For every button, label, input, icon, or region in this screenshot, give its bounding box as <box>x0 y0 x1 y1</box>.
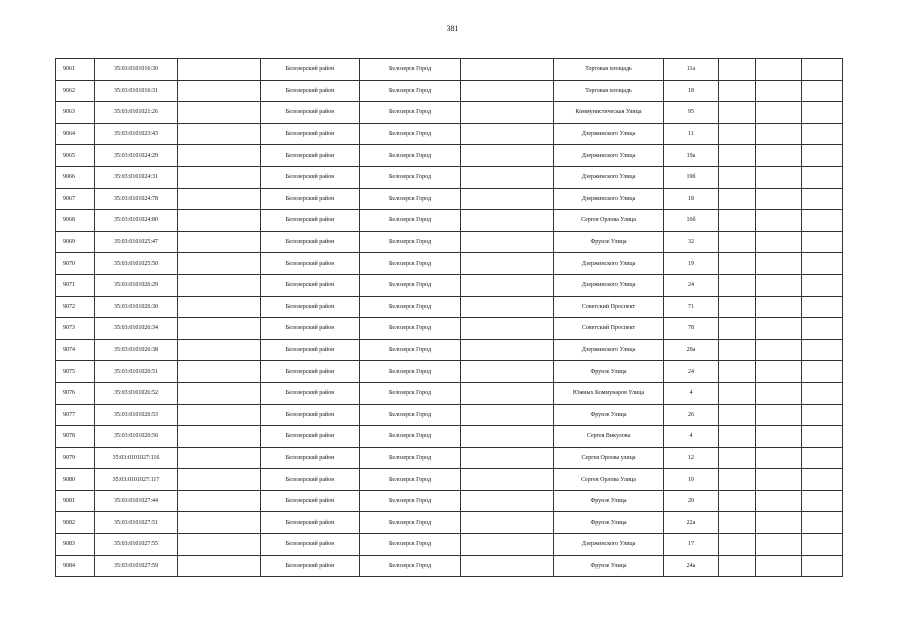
empty-cell <box>756 426 802 448</box>
empty-cell <box>461 447 554 469</box>
locality-cell: Белозерск Город <box>360 382 461 404</box>
locality-cell: Белозерск Город <box>360 426 461 448</box>
cadastral-number-cell: 35:03:0101027:59 <box>95 555 178 577</box>
empty-cell <box>719 339 756 361</box>
street-cell: Южных Коммунаров Улица <box>554 382 664 404</box>
cadastral-number-cell: 35:03:0101016:30 <box>95 59 178 81</box>
empty-cell <box>756 339 802 361</box>
empty-cell <box>461 145 554 167</box>
street-cell: Фрунзе Улица <box>554 555 664 577</box>
empty-cell <box>461 296 554 318</box>
empty-cell <box>802 469 843 491</box>
empty-cell <box>178 382 261 404</box>
row-number-cell: 9061 <box>56 59 95 81</box>
row-number-cell: 9084 <box>56 555 95 577</box>
house-number-cell: 24 <box>664 361 719 383</box>
locality-cell: Белозерск Город <box>360 253 461 275</box>
empty-cell <box>178 361 261 383</box>
district-cell: Белозерский район <box>261 318 360 340</box>
district-cell: Белозерский район <box>261 361 360 383</box>
table-row <box>56 469 843 491</box>
street-cell: Коммунистическая Улица <box>554 102 664 124</box>
locality-cell: Белозерск Город <box>360 59 461 81</box>
cadastral-number-cell: 35:03:0101027:51 <box>95 512 178 534</box>
empty-cell <box>178 296 261 318</box>
district-cell: Белозерский район <box>261 231 360 253</box>
locality-cell: Белозерск Город <box>360 469 461 491</box>
locality-cell: Белозерск Город <box>360 145 461 167</box>
house-number-cell: 4 <box>664 382 719 404</box>
empty-cell <box>719 555 756 577</box>
empty-cell <box>756 231 802 253</box>
district-cell: Белозерский район <box>261 145 360 167</box>
empty-cell <box>461 555 554 577</box>
district-cell: Белозерский район <box>261 339 360 361</box>
row-number-cell: 9068 <box>56 210 95 232</box>
empty-cell <box>178 102 261 124</box>
district-cell: Белозерский район <box>261 296 360 318</box>
empty-cell <box>802 80 843 102</box>
table-row <box>56 123 843 145</box>
empty-cell <box>178 59 261 81</box>
empty-cell <box>802 382 843 404</box>
empty-cell <box>461 188 554 210</box>
empty-cell <box>178 512 261 534</box>
page-number: 381 <box>446 24 459 33</box>
locality-cell: Белозерск Город <box>360 102 461 124</box>
empty-cell <box>461 59 554 81</box>
empty-cell <box>178 123 261 145</box>
cadastral-number-cell: 35:03:0101027:44 <box>95 490 178 512</box>
house-number-cell: 19б <box>664 166 719 188</box>
empty-cell <box>756 404 802 426</box>
locality-cell: Белозерск Город <box>360 361 461 383</box>
district-cell: Белозерский район <box>261 404 360 426</box>
locality-cell: Белозерск Город <box>360 318 461 340</box>
empty-cell <box>756 361 802 383</box>
empty-cell <box>719 534 756 556</box>
empty-cell <box>178 145 261 167</box>
empty-cell <box>802 447 843 469</box>
cadastral-number-cell: 35:03:0101027:116 <box>95 447 178 469</box>
house-number-cell: 24а <box>664 555 719 577</box>
empty-cell <box>461 231 554 253</box>
cadastral-number-cell: 35:03:0101027:117 <box>95 469 178 491</box>
table-row <box>56 339 843 361</box>
street-cell: Дзержинского Улица <box>554 123 664 145</box>
row-number-cell: 9072 <box>56 296 95 318</box>
house-number-cell: 78 <box>664 318 719 340</box>
table-row <box>56 382 843 404</box>
street-cell: Дзержинского Улица <box>554 339 664 361</box>
empty-cell <box>461 361 554 383</box>
empty-cell <box>756 382 802 404</box>
district-cell: Белозерский район <box>261 80 360 102</box>
empty-cell <box>756 123 802 145</box>
table-row <box>56 166 843 188</box>
district-cell: Белозерский район <box>261 382 360 404</box>
row-number-cell: 9067 <box>56 188 95 210</box>
house-number-cell: 17 <box>664 534 719 556</box>
empty-cell <box>178 469 261 491</box>
cadastral-number-cell: 35:03:0101026:30 <box>95 296 178 318</box>
street-cell: Дзержинского Улица <box>554 534 664 556</box>
cadastral-number-cell: 35:03:0101023:43 <box>95 123 178 145</box>
locality-cell: Белозерск Город <box>360 404 461 426</box>
empty-cell <box>802 318 843 340</box>
row-number-cell: 9071 <box>56 274 95 296</box>
table-row <box>56 318 843 340</box>
empty-cell <box>719 166 756 188</box>
row-number-cell: 9063 <box>56 102 95 124</box>
district-cell: Белозерский район <box>261 188 360 210</box>
cadastral-number-cell: 35:03:0101024:78 <box>95 188 178 210</box>
empty-cell <box>461 253 554 275</box>
locality-cell: Белозерск Город <box>360 296 461 318</box>
empty-cell <box>461 426 554 448</box>
row-number-cell: 9083 <box>56 534 95 556</box>
street-cell: Фрунзе Улица <box>554 404 664 426</box>
empty-cell <box>719 274 756 296</box>
cadastral-number-cell: 35:03:0101025:47 <box>95 231 178 253</box>
empty-cell <box>461 512 554 534</box>
empty-cell <box>756 145 802 167</box>
district-cell: Белозерский район <box>261 123 360 145</box>
empty-cell <box>756 447 802 469</box>
empty-cell <box>461 123 554 145</box>
street-cell: Советский Проспект <box>554 296 664 318</box>
empty-cell <box>178 166 261 188</box>
cadastral-number-cell: 35:03:0101026:38 <box>95 339 178 361</box>
district-cell: Белозерский район <box>261 512 360 534</box>
street-cell: Сергея Орлова Улица <box>554 469 664 491</box>
empty-cell <box>461 274 554 296</box>
street-cell: Фрунзе Улица <box>554 490 664 512</box>
locality-cell: Белозерск Город <box>360 231 461 253</box>
street-cell: Дзержинского Улица <box>554 253 664 275</box>
house-number-cell: 10 <box>664 469 719 491</box>
house-number-cell: 11 <box>664 123 719 145</box>
district-cell: Белозерский район <box>261 555 360 577</box>
row-number-cell: 9082 <box>56 512 95 534</box>
empty-cell <box>719 447 756 469</box>
empty-cell <box>802 253 843 275</box>
empty-cell <box>178 80 261 102</box>
cadastral-number-cell: 35:03:0101021:26 <box>95 102 178 124</box>
empty-cell <box>178 339 261 361</box>
district-cell: Белозерский район <box>261 274 360 296</box>
empty-cell <box>719 404 756 426</box>
table-row <box>56 231 843 253</box>
row-number-cell: 9066 <box>56 166 95 188</box>
street-cell: Советский Проспект <box>554 318 664 340</box>
empty-cell <box>756 80 802 102</box>
locality-cell: Белозерск Город <box>360 339 461 361</box>
table-row <box>56 102 843 124</box>
empty-cell <box>802 534 843 556</box>
table-row <box>56 555 843 577</box>
locality-cell: Белозерск Город <box>360 512 461 534</box>
empty-cell <box>178 490 261 512</box>
cadastral-number-cell: 35:03:0101024:31 <box>95 166 178 188</box>
empty-cell <box>802 361 843 383</box>
empty-cell <box>802 102 843 124</box>
row-number-cell: 9080 <box>56 469 95 491</box>
house-number-cell: 95 <box>664 102 719 124</box>
table-row <box>56 426 843 448</box>
empty-cell <box>756 102 802 124</box>
empty-cell <box>178 231 261 253</box>
locality-cell: Белозерск Город <box>360 555 461 577</box>
locality-cell: Белозерск Город <box>360 274 461 296</box>
cadastral-number-cell: 35:03:0101026:52 <box>95 382 178 404</box>
registry-table <box>55 58 843 577</box>
table-row <box>56 447 843 469</box>
district-cell: Белозерский район <box>261 166 360 188</box>
empty-cell <box>756 534 802 556</box>
locality-cell: Белозерск Город <box>360 166 461 188</box>
table-row <box>56 404 843 426</box>
locality-cell: Белозерск Город <box>360 188 461 210</box>
district-cell: Белозерский район <box>261 534 360 556</box>
empty-cell <box>719 253 756 275</box>
empty-cell <box>802 339 843 361</box>
empty-cell <box>802 512 843 534</box>
empty-cell <box>802 426 843 448</box>
district-cell: Белозерский район <box>261 210 360 232</box>
empty-cell <box>802 274 843 296</box>
district-cell: Белозерский район <box>261 490 360 512</box>
house-number-cell: 16б <box>664 210 719 232</box>
locality-cell: Белозерск Город <box>360 534 461 556</box>
locality-cell: Белозерск Город <box>360 490 461 512</box>
street-cell: Сергея Орлова улица <box>554 447 664 469</box>
empty-cell <box>461 102 554 124</box>
district-cell: Белозерский район <box>261 447 360 469</box>
row-number-cell: 9065 <box>56 145 95 167</box>
empty-cell <box>802 490 843 512</box>
empty-cell <box>461 318 554 340</box>
cadastral-number-cell: 35:03:0101026:29 <box>95 274 178 296</box>
row-number-cell: 9070 <box>56 253 95 275</box>
empty-cell <box>719 59 756 81</box>
empty-cell <box>802 231 843 253</box>
table-row <box>56 490 843 512</box>
empty-cell <box>719 80 756 102</box>
locality-cell: Белозерск Город <box>360 80 461 102</box>
house-number-cell: 71 <box>664 296 719 318</box>
empty-cell <box>719 512 756 534</box>
empty-cell <box>802 404 843 426</box>
house-number-cell: 24 <box>664 274 719 296</box>
table-row <box>56 253 843 275</box>
row-number-cell: 9077 <box>56 404 95 426</box>
empty-cell <box>178 404 261 426</box>
table-row <box>56 534 843 556</box>
locality-cell: Белозерск Город <box>360 447 461 469</box>
empty-cell <box>461 210 554 232</box>
empty-cell <box>802 296 843 318</box>
table-row <box>56 296 843 318</box>
empty-cell <box>461 382 554 404</box>
house-number-cell: 19а <box>664 145 719 167</box>
district-cell: Белозерский район <box>261 253 360 275</box>
empty-cell <box>756 512 802 534</box>
row-number-cell: 9073 <box>56 318 95 340</box>
street-cell: Фрунзе Улица <box>554 361 664 383</box>
empty-cell <box>756 490 802 512</box>
street-cell: Торговая площадь <box>554 80 664 102</box>
street-cell: Сергея Викулова <box>554 426 664 448</box>
empty-cell <box>802 166 843 188</box>
empty-cell <box>719 123 756 145</box>
row-number-cell: 9062 <box>56 80 95 102</box>
empty-cell <box>719 382 756 404</box>
district-cell: Белозерский район <box>261 102 360 124</box>
empty-cell <box>756 210 802 232</box>
empty-cell <box>756 188 802 210</box>
empty-cell <box>756 59 802 81</box>
empty-cell <box>719 145 756 167</box>
empty-cell <box>178 555 261 577</box>
table-row <box>56 145 843 167</box>
empty-cell <box>756 166 802 188</box>
house-number-cell: 11а <box>664 59 719 81</box>
street-cell: Дзержинского Улица <box>554 166 664 188</box>
cadastral-number-cell: 35:03:0101026:34 <box>95 318 178 340</box>
row-number-cell: 9081 <box>56 490 95 512</box>
house-number-cell: 32 <box>664 231 719 253</box>
street-cell: Торговая площадь <box>554 59 664 81</box>
empty-cell <box>719 102 756 124</box>
table-row <box>56 188 843 210</box>
house-number-cell: 18 <box>664 188 719 210</box>
empty-cell <box>178 253 261 275</box>
street-cell: Дзержинского Улица <box>554 274 664 296</box>
empty-cell <box>802 210 843 232</box>
empty-cell <box>461 469 554 491</box>
street-cell: Дзержинского Улица <box>554 145 664 167</box>
row-number-cell: 9074 <box>56 339 95 361</box>
street-cell: Дзержинского Улица <box>554 188 664 210</box>
cadastral-number-cell: 35:03:0101026:53 <box>95 404 178 426</box>
row-number-cell: 9064 <box>56 123 95 145</box>
empty-cell <box>719 296 756 318</box>
empty-cell <box>802 145 843 167</box>
empty-cell <box>178 426 261 448</box>
empty-cell <box>802 123 843 145</box>
cadastral-number-cell: 35:03:0101027:55 <box>95 534 178 556</box>
row-number-cell: 9075 <box>56 361 95 383</box>
cadastral-number-cell: 35:03:0101026:51 <box>95 361 178 383</box>
empty-cell <box>756 274 802 296</box>
cadastral-number-cell: 35:03:0101026:56 <box>95 426 178 448</box>
district-cell: Белозерский район <box>261 426 360 448</box>
empty-cell <box>756 318 802 340</box>
empty-cell <box>461 490 554 512</box>
empty-cell <box>719 469 756 491</box>
empty-cell <box>719 210 756 232</box>
cadastral-number-cell: 35:03:0101016:31 <box>95 80 178 102</box>
locality-cell: Белозерск Город <box>360 210 461 232</box>
empty-cell <box>802 188 843 210</box>
empty-cell <box>719 426 756 448</box>
empty-cell <box>756 253 802 275</box>
table-row <box>56 210 843 232</box>
house-number-cell: 22а <box>664 512 719 534</box>
empty-cell <box>719 490 756 512</box>
house-number-cell: 12 <box>664 447 719 469</box>
house-number-cell: 4 <box>664 426 719 448</box>
empty-cell <box>178 188 261 210</box>
table-row <box>56 512 843 534</box>
empty-cell <box>461 404 554 426</box>
empty-cell <box>719 231 756 253</box>
street-cell: Фрунзе Улица <box>554 231 664 253</box>
district-cell: Белозерский район <box>261 469 360 491</box>
empty-cell <box>719 318 756 340</box>
house-number-cell: 20 <box>664 490 719 512</box>
cadastral-number-cell: 35:03:0101025:50 <box>95 253 178 275</box>
table-row <box>56 274 843 296</box>
empty-cell <box>461 534 554 556</box>
empty-cell <box>719 361 756 383</box>
table-body <box>56 59 843 577</box>
empty-cell <box>178 447 261 469</box>
empty-cell <box>802 59 843 81</box>
empty-cell <box>178 318 261 340</box>
row-number-cell: 9069 <box>56 231 95 253</box>
street-cell: Сергея Орлова Улица <box>554 210 664 232</box>
empty-cell <box>461 339 554 361</box>
empty-cell <box>178 534 261 556</box>
empty-cell <box>756 469 802 491</box>
empty-cell <box>802 555 843 577</box>
row-number-cell: 9076 <box>56 382 95 404</box>
table-row <box>56 59 843 81</box>
row-number-cell: 9079 <box>56 447 95 469</box>
empty-cell <box>461 166 554 188</box>
district-cell: Белозерский район <box>261 59 360 81</box>
empty-cell <box>719 188 756 210</box>
house-number-cell: 19 <box>664 253 719 275</box>
house-number-cell: 26 <box>664 404 719 426</box>
cadastral-number-cell: 35:03:0101024:29 <box>95 145 178 167</box>
house-number-cell: 18 <box>664 80 719 102</box>
table-row <box>56 80 843 102</box>
empty-cell <box>178 210 261 232</box>
empty-cell <box>756 296 802 318</box>
row-number-cell: 9078 <box>56 426 95 448</box>
locality-cell: Белозерск Город <box>360 123 461 145</box>
empty-cell <box>461 80 554 102</box>
empty-cell <box>756 555 802 577</box>
house-number-cell: 20а <box>664 339 719 361</box>
cadastral-number-cell: 35:03:0101024:80 <box>95 210 178 232</box>
street-cell: Фрунзе Улица <box>554 512 664 534</box>
table-row <box>56 361 843 383</box>
empty-cell <box>178 274 261 296</box>
